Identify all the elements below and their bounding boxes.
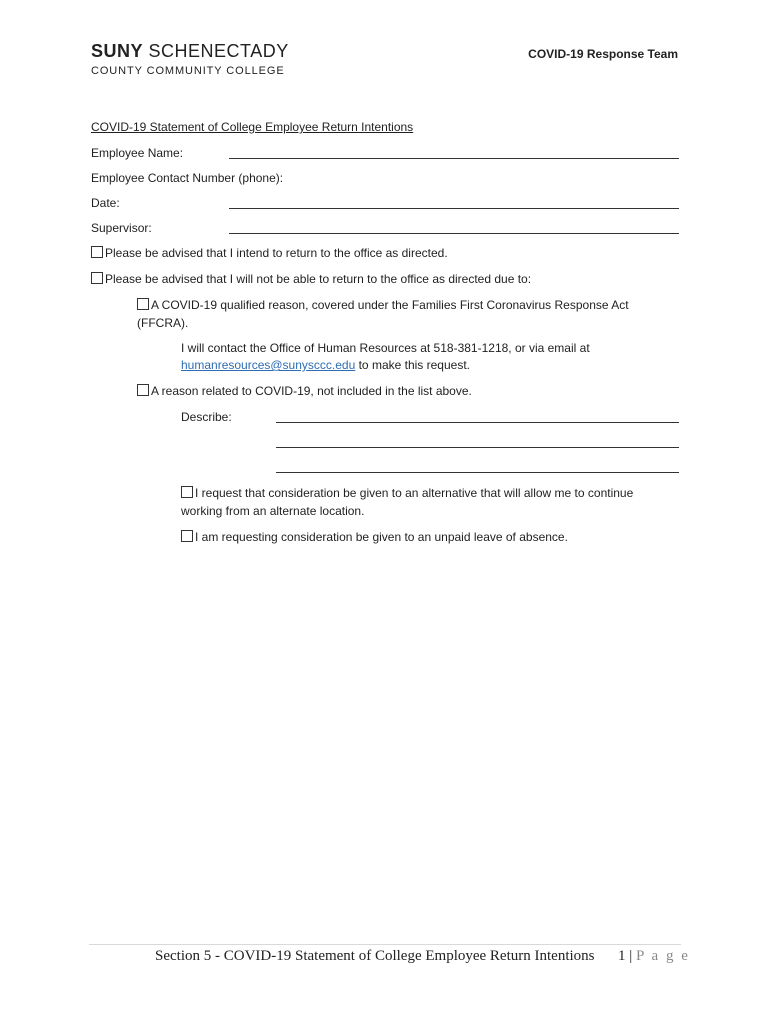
date-label: Date: (91, 196, 120, 210)
footer-page-word: P a g e (636, 948, 690, 964)
contact-hr-text: I will contact the Office of Human Resources at 518-381-1218, or via email at (181, 341, 590, 355)
form-title: COVID-19 Statement of College Employee Return Intentions (91, 120, 414, 134)
footer-separator: | (629, 948, 633, 964)
footer-page-number: 1 (618, 948, 626, 964)
unpaid-leave-checkbox[interactable] (181, 530, 193, 542)
option-return (91, 245, 448, 262)
logo-title (91, 40, 289, 62)
return-checkbox[interactable] (91, 246, 103, 258)
option-alternative (181, 485, 633, 502)
contact-number-label: Employee Contact Number (phone): (91, 171, 284, 185)
contact-hr-text-cont (181, 357, 470, 374)
not-return-checkbox[interactable] (91, 272, 103, 284)
option-other-reason-text: A reason related to COVID-19, not included in the list above. (151, 384, 472, 398)
option-other-reason (137, 383, 472, 400)
option-not-return (91, 271, 531, 288)
logo-subtitle: COUNTY COMMUNITY COLLEGE (91, 65, 285, 77)
date-line[interactable] (229, 208, 679, 209)
logo-suny: SUNY (91, 41, 144, 61)
describe-line-1[interactable] (276, 422, 679, 423)
employee-name-line[interactable] (229, 158, 679, 159)
supervisor-line[interactable] (229, 233, 679, 234)
option-alternative-text-cont: working from an alternate location. (181, 504, 365, 518)
describe-label: Describe: (181, 410, 232, 424)
option-unpaid-leave (181, 529, 568, 546)
option-not-return-text: Please be advised that I will not be able to return to the office as directed due to: (105, 272, 532, 286)
hr-email-link[interactable]: humanresources@sunysccc.edu (181, 358, 356, 372)
other-reason-checkbox[interactable] (137, 384, 149, 396)
option-ffcra-text-cont: (FFCRA). (137, 316, 189, 330)
option-return-text: Please be advised that I intend to return to the office as directed. (105, 246, 448, 260)
describe-line-2[interactable] (276, 447, 679, 448)
option-alternative-text: I request that consideration be given to an alternative that will allow me to continue (195, 486, 634, 500)
ffcra-checkbox[interactable] (137, 298, 149, 310)
option-unpaid-leave-text: I am requesting consideration be given to an unpaid leave of absence. (195, 530, 568, 544)
footer-divider (89, 944, 681, 945)
footer-section-title: Section 5 - COVID-19 Statement of College Employee Return Intentions (155, 948, 595, 964)
describe-line-3[interactable] (276, 472, 679, 473)
option-ffcra-text: A COVID-19 qualified reason, covered under the Families First Coronavirus Response Act (151, 298, 629, 312)
logo-schenectady: SCHENECTADY (148, 41, 289, 61)
contact-hr-rest: to make this request. (355, 358, 470, 372)
team-label: COVID-19 Response Team (528, 47, 678, 61)
option-ffcra (137, 297, 629, 314)
employee-name-label: Employee Name: (91, 146, 184, 160)
page-footer (155, 948, 690, 965)
alternative-checkbox[interactable] (181, 486, 193, 498)
college-logo (91, 40, 289, 78)
supervisor-label: Supervisor: (91, 221, 152, 235)
